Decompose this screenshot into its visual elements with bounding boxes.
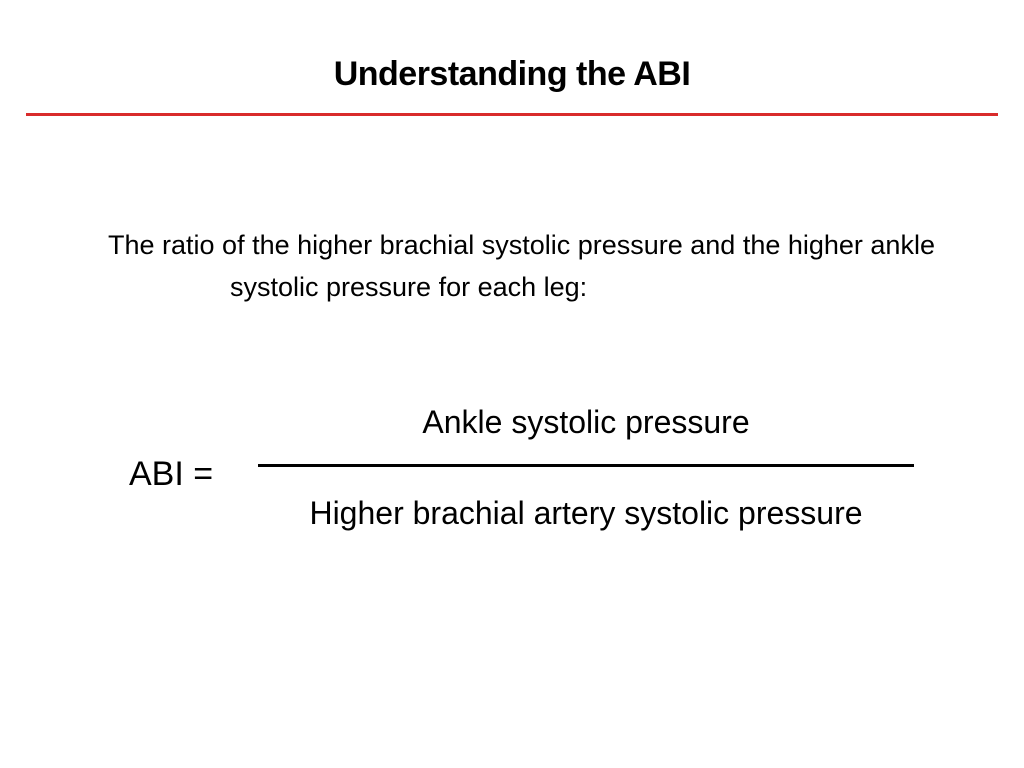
fraction-bar <box>258 464 914 467</box>
formula-numerator: Ankle systolic pressure <box>422 404 750 440</box>
formula-label: ABI = <box>129 455 214 493</box>
title-divider <box>26 113 998 116</box>
slide-title: Understanding the ABI <box>333 55 691 93</box>
definition-text: The ratio of the higher brachial systolic pressure and the higher ankle systolic pressure for each leg: <box>108 230 935 302</box>
formula-denominator: Higher brachial artery systolic pressure <box>309 495 863 531</box>
